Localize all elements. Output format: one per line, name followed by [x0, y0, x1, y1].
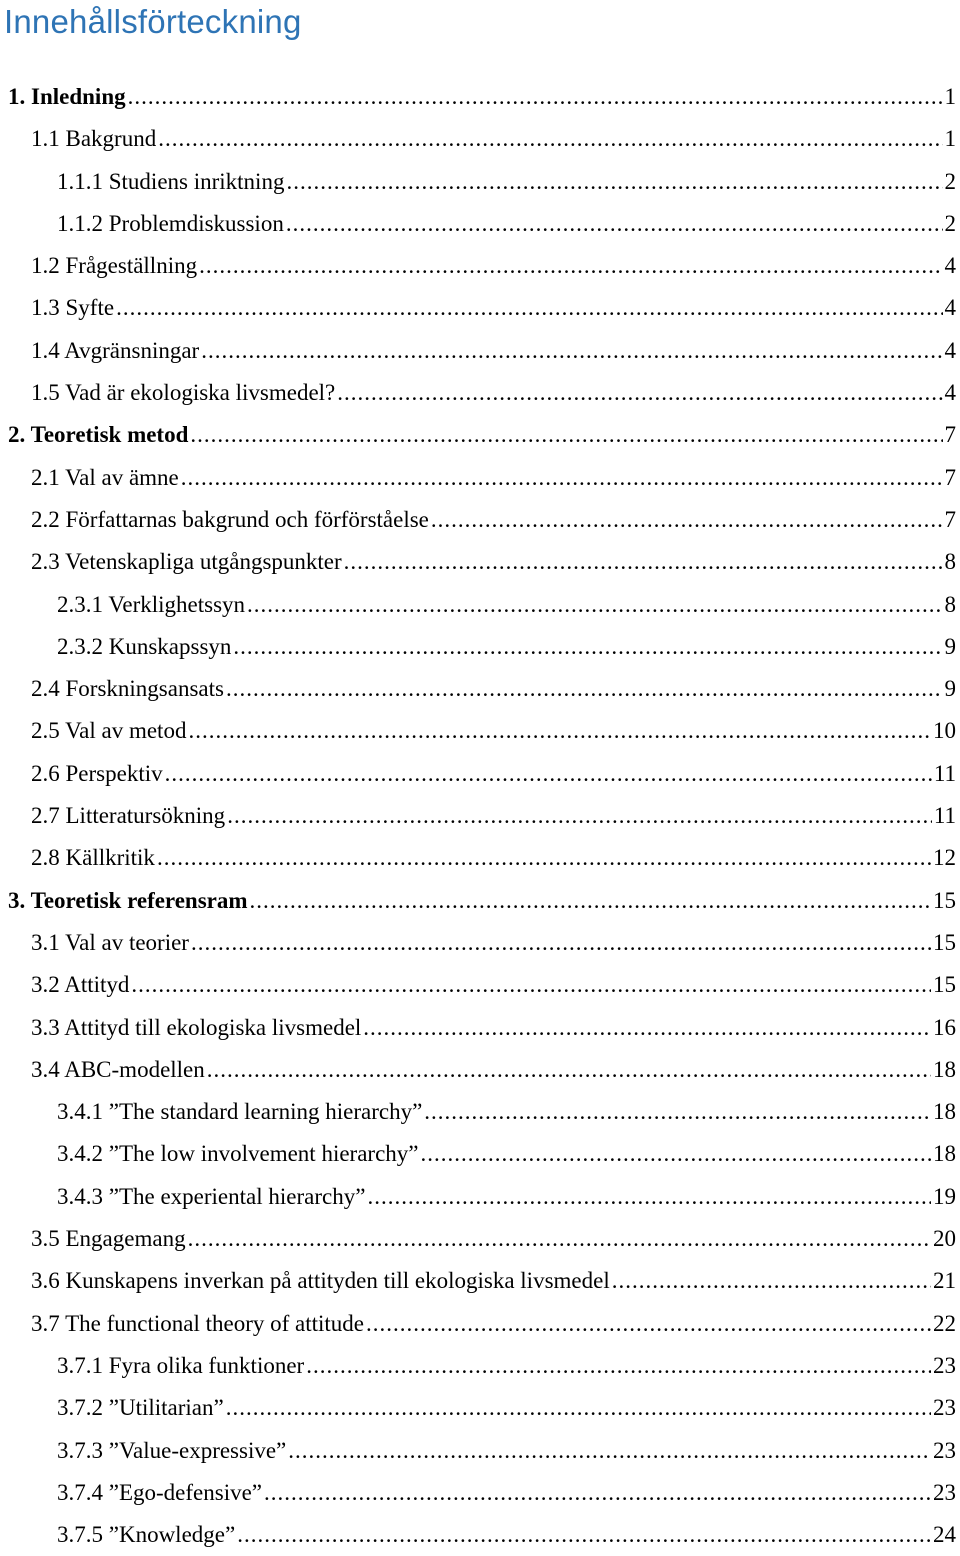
toc-entry[interactable]	[4, 837, 960, 879]
toc-entry[interactable]	[4, 795, 960, 837]
toc-dot-leader	[288, 1430, 931, 1472]
toc-dot-leader	[181, 457, 943, 499]
toc-entry-page-number[interactable]: 23	[933, 1430, 960, 1472]
toc-dot-leader	[363, 1007, 931, 1049]
toc-entry-label[interactable]: 2.3.1 Verklighetssyn	[57, 584, 245, 626]
toc-entry[interactable]	[4, 76, 960, 118]
toc-entry-page-number[interactable]: 8	[945, 584, 960, 626]
toc-entry-label[interactable]: 2.3.2 Kunskapssyn	[57, 626, 231, 668]
toc-entry-label[interactable]: 2.6 Perspektiv	[31, 753, 163, 795]
toc-entry-label[interactable]: 3.7.4 ”Ego-defensive”	[57, 1472, 262, 1514]
toc-entry[interactable]	[4, 710, 960, 752]
toc-title: Innehållsförteckning	[4, 0, 960, 76]
toc-entry[interactable]	[4, 668, 960, 710]
toc-dot-leader	[191, 922, 931, 964]
toc-entry-page-number[interactable]: 4	[945, 372, 960, 414]
toc-entry-label[interactable]: 2.4 Forskningsansats	[31, 668, 224, 710]
toc-entry-label[interactable]: 1.4 Avgränsningar	[31, 330, 199, 372]
toc-entry[interactable]	[4, 964, 960, 1006]
toc-dot-leader	[247, 584, 942, 626]
toc-entry[interactable]	[4, 161, 960, 203]
toc-entry[interactable]	[4, 626, 960, 668]
toc-entry-label[interactable]: 2.2 Författarnas bakgrund och förförståelse	[31, 499, 429, 541]
toc-dot-leader	[306, 1345, 931, 1387]
toc-entry-label[interactable]: 1. Inledning	[8, 76, 126, 118]
toc-dot-leader	[227, 795, 932, 837]
toc-entry-page-number[interactable]: 7	[945, 499, 960, 541]
toc-entry-label[interactable]: 3.7.2 ”Utilitarian”	[57, 1387, 224, 1429]
toc-entry-page-number[interactable]: 22	[933, 1303, 960, 1345]
toc-dot-leader	[367, 1176, 931, 1218]
toc-entry-label[interactable]: 3.7.1 Fyra olika funktioner	[57, 1345, 304, 1387]
toc-entry[interactable]	[4, 457, 960, 499]
toc-entry-page-number[interactable]: 11	[934, 753, 960, 795]
toc-entry-label[interactable]: 2.3 Vetenskapliga utgångspunkter	[31, 541, 342, 583]
toc-entry[interactable]	[4, 922, 960, 964]
toc-entry-label[interactable]: 1.5 Vad är ekologiska livsmedel?	[31, 372, 335, 414]
toc-entry-page-number[interactable]: 18	[933, 1049, 960, 1091]
toc-entry-label[interactable]: 3.7.3 ”Value-expressive”	[57, 1430, 286, 1472]
toc-entry[interactable]	[4, 541, 960, 583]
toc-entry-page-number[interactable]: 4	[945, 245, 960, 287]
toc-entry[interactable]	[4, 1218, 960, 1260]
toc-dot-leader	[366, 1303, 931, 1345]
toc-entry-page-number[interactable]: 4	[945, 287, 960, 329]
toc-dot-leader	[165, 753, 932, 795]
toc-entry-page-number[interactable]: 10	[933, 710, 960, 752]
toc-entry-label[interactable]: 3.5 Engagemang	[31, 1218, 186, 1260]
toc-entry[interactable]	[4, 1133, 960, 1175]
toc-entry[interactable]	[4, 1049, 960, 1091]
toc-dot-leader	[131, 964, 931, 1006]
toc-entry[interactable]	[4, 414, 960, 456]
toc-dot-leader	[158, 118, 942, 160]
toc-entry-label[interactable]: 1.2 Frågeställning	[31, 245, 197, 287]
toc-entry-label[interactable]: 2.1 Val av ämne	[31, 457, 179, 499]
toc-dot-leader	[226, 668, 943, 710]
toc-entry[interactable]	[4, 245, 960, 287]
toc-entry-label[interactable]: 1.1.2 Problemdiskussion	[57, 203, 284, 245]
toc-entry-page-number[interactable]: 12	[933, 837, 960, 879]
toc-dot-leader	[337, 372, 942, 414]
toc-entry-page-number[interactable]: 23	[933, 1345, 960, 1387]
toc-entry-label[interactable]: 3.2 Attityd	[31, 964, 129, 1006]
toc-entry-label[interactable]: 1.1.1 Studiens inriktning	[57, 161, 284, 203]
toc-entry[interactable]	[4, 1091, 960, 1133]
toc-entry[interactable]	[4, 880, 960, 922]
toc-entry[interactable]	[4, 584, 960, 626]
toc-entry-page-number[interactable]: 16	[933, 1007, 960, 1049]
toc-entry-page-number[interactable]: 4	[945, 330, 960, 372]
toc-entry-page-number[interactable]: 21	[933, 1260, 960, 1302]
toc-entry[interactable]	[4, 753, 960, 795]
toc-dot-leader	[188, 710, 931, 752]
toc-dot-leader	[128, 76, 943, 118]
toc-entry-page-number[interactable]: 15	[933, 922, 960, 964]
toc-entry-label[interactable]: 3.7.5 ”Knowledge”	[57, 1514, 235, 1556]
toc-dot-leader	[157, 837, 931, 879]
toc-dot-leader	[431, 499, 943, 541]
toc-dot-leader	[233, 626, 942, 668]
toc-entry[interactable]	[4, 1260, 960, 1302]
toc-entry-page-number[interactable]: 7	[945, 414, 960, 456]
toc-entry-label[interactable]: 3. Teoretisk referensram	[8, 880, 248, 922]
toc-entry-label[interactable]: 3.1 Val av teorier	[31, 922, 189, 964]
toc-entry-label[interactable]: 2.8 Källkritik	[31, 837, 155, 879]
toc-entry-page-number[interactable]: 2	[945, 203, 960, 245]
toc-entry[interactable]	[4, 1387, 960, 1429]
toc-entry-page-number[interactable]: 18	[933, 1133, 960, 1175]
toc-entry[interactable]	[4, 1303, 960, 1345]
toc-entry[interactable]	[4, 330, 960, 372]
toc-entry-label[interactable]: 3.4.2 ”The low involvement hierarchy”	[57, 1133, 419, 1175]
toc-entry[interactable]	[4, 499, 960, 541]
toc-entry[interactable]	[4, 118, 960, 160]
toc-dot-leader	[237, 1514, 931, 1556]
toc-entry[interactable]	[4, 1514, 960, 1556]
toc-entry-page-number[interactable]: 20	[933, 1218, 960, 1260]
toc-entry-label[interactable]: 1.3 Syfte	[31, 287, 114, 329]
toc-dot-leader	[190, 414, 942, 456]
toc-entry-label[interactable]: 3.7 The functional theory of attitude	[31, 1303, 364, 1345]
toc-entry-label[interactable]: 3.4 ABC-modellen	[31, 1049, 205, 1091]
toc-entry-page-number[interactable]: 9	[945, 626, 960, 668]
toc-entry-page-number[interactable]: 23	[933, 1387, 960, 1429]
toc-dot-leader	[188, 1218, 931, 1260]
toc-entry-label[interactable]: 3.3 Attityd till ekologiska livsmedel	[31, 1007, 361, 1049]
toc-list	[4, 76, 960, 1556]
toc-dot-leader	[286, 203, 943, 245]
toc-entry[interactable]	[4, 1007, 960, 1049]
toc-entry[interactable]	[4, 203, 960, 245]
toc-dot-leader	[201, 330, 942, 372]
toc-entry-page-number[interactable]: 24	[933, 1514, 960, 1556]
toc-dot-leader	[264, 1472, 931, 1514]
toc-entry-page-number[interactable]: 7	[945, 457, 960, 499]
toc-dot-leader	[344, 541, 943, 583]
toc-entry-page-number[interactable]: 15	[933, 880, 960, 922]
toc-entry-label[interactable]: 2. Teoretisk metod	[8, 414, 188, 456]
toc-dot-leader	[199, 245, 942, 287]
toc-entry-page-number[interactable]: 2	[945, 161, 960, 203]
toc-dot-leader	[612, 1260, 931, 1302]
toc-entry-label[interactable]: 2.7 Litteratursökning	[31, 795, 225, 837]
toc-entry-page-number[interactable]: 18	[933, 1091, 960, 1133]
toc-entry-page-number[interactable]: 11	[934, 795, 960, 837]
toc-dot-leader	[207, 1049, 931, 1091]
toc-entry-label[interactable]: 1.1 Bakgrund	[31, 118, 156, 160]
toc-entry-label[interactable]: 3.6 Kunskapens inverkan på attityden till ekologiska livsmedel	[31, 1260, 610, 1302]
toc-dot-leader	[250, 880, 931, 922]
toc-entry-page-number[interactable]: 23	[933, 1472, 960, 1514]
toc-entry[interactable]	[4, 287, 960, 329]
toc-entry[interactable]	[4, 1430, 960, 1472]
toc-entry-page-number[interactable]: 9	[945, 668, 960, 710]
toc-entry[interactable]	[4, 372, 960, 414]
toc-entry-page-number[interactable]: 19	[933, 1176, 960, 1218]
toc-dot-leader	[116, 287, 942, 329]
toc-entry-label[interactable]: 2.5 Val av metod	[31, 710, 186, 752]
toc-dot-leader	[421, 1133, 932, 1175]
toc-entry-page-number[interactable]: 8	[945, 541, 960, 583]
toc-entry[interactable]	[4, 1472, 960, 1514]
toc-dot-leader	[286, 161, 942, 203]
toc-entry-page-number[interactable]: 1	[945, 76, 960, 118]
toc-entry-page-number[interactable]: 15	[933, 964, 960, 1006]
toc-entry-label[interactable]: 3.4.1 ”The standard learning hierarchy”	[57, 1091, 422, 1133]
toc-entry-page-number[interactable]: 1	[945, 118, 960, 160]
toc-dot-leader	[424, 1091, 931, 1133]
toc-dot-leader	[226, 1387, 931, 1429]
toc-entry[interactable]	[4, 1345, 960, 1387]
toc-entry-label[interactable]: 3.4.3 ”The experiental hierarchy”	[57, 1176, 365, 1218]
toc-entry[interactable]	[4, 1176, 960, 1218]
